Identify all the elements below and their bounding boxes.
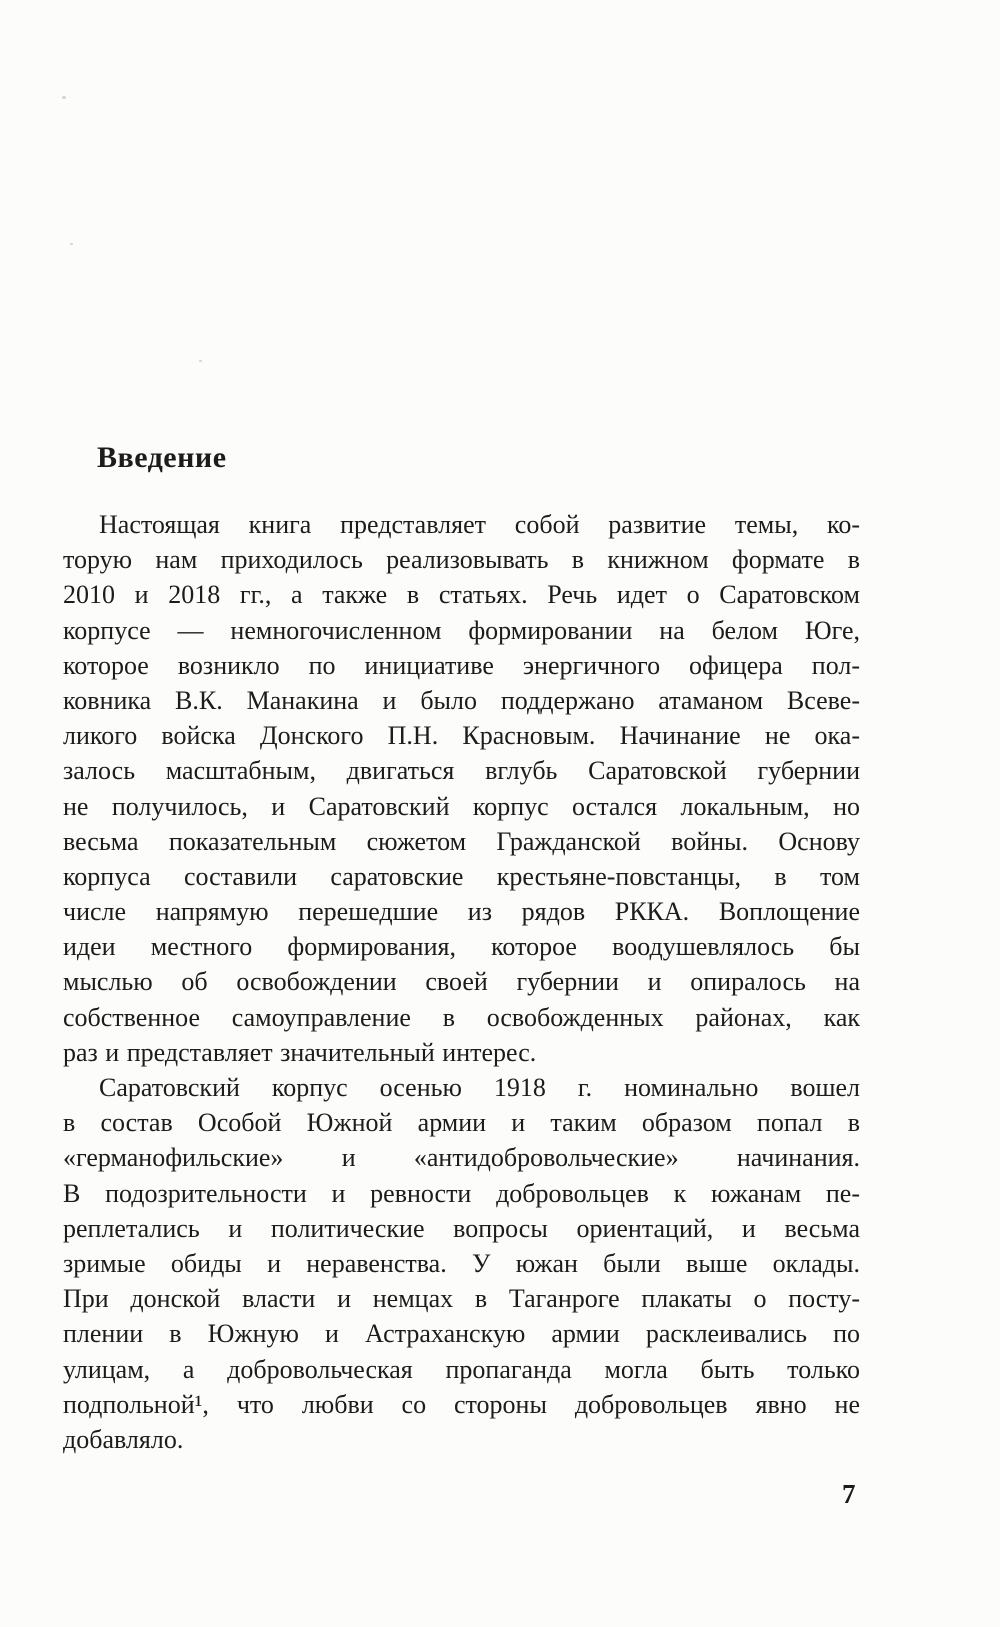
text-line: добавляло. xyxy=(63,1424,184,1454)
text-line: собственное самоуправление в освобожденных районах, как xyxy=(63,1002,860,1032)
text-line: числе напрямую перешедшие из рядов РККА. Воплощение xyxy=(63,897,860,927)
text-line: корпуса составили саратовские крестьяне-повстанцы, в том xyxy=(63,861,860,891)
text-line: корпусе — немногочисленном формировании на белом Юге, xyxy=(63,615,860,645)
text-line: улицам, а добровольческая пропаганда могла быть только xyxy=(63,1354,860,1384)
text-line: Настоящая книга представляет собой развитие темы, ко- xyxy=(99,510,860,539)
text-line: плении в Южную и Астраханскую армии расклеивались по xyxy=(63,1319,860,1349)
scan-speck xyxy=(62,96,66,99)
body-text xyxy=(63,507,860,1457)
text-line: ликого войска Донского П.Н. Красновым. Начинание не ока- xyxy=(63,721,860,751)
paragraph xyxy=(63,507,860,1070)
text-line: В подозрительности и ревности добровольцев к южанам пе- xyxy=(63,1178,860,1208)
text-line: которое возникло по инициативе энергичного офицера пол- xyxy=(63,650,860,680)
text-line: в состав Особой Южной армии и таким образом попал в xyxy=(63,1108,860,1138)
scan-speck xyxy=(199,360,202,362)
text-line: зримые обиды и неравенства. У южан были выше оклады. xyxy=(63,1248,860,1278)
chapter-heading: Введение xyxy=(97,441,227,474)
page-number: 7 xyxy=(842,1479,856,1509)
text-line: торую нам приходилось реализовывать в книжном формате в xyxy=(63,545,860,575)
text-line: ковника В.К. Манакина и было поддержано атаманом Всеве- xyxy=(63,685,860,715)
text-line: подпольной¹, что любви со стороны добровольцев явно не xyxy=(63,1389,860,1419)
text-line: весьма показательным сюжетом Гражданской войны. Основу xyxy=(63,826,860,856)
text-line: Саратовский корпус осенью 1918 г. номинально вошел xyxy=(99,1073,860,1102)
paragraph xyxy=(63,1070,860,1457)
text-line: раз и представляет значительный интерес. xyxy=(63,1037,537,1067)
text-line: 2010 и 2018 гг., а также в статьях. Речь идет о Саратовском xyxy=(63,580,860,610)
scan-speck xyxy=(70,243,73,245)
text-line: не получилось, и Саратовский корпус остался локальным, но xyxy=(63,791,860,821)
text-line: «германофильские» и «антидобровольческие» начинания. xyxy=(63,1143,860,1173)
text-line: идеи местного формирования, которое воодушевлялось бы xyxy=(63,932,860,962)
text-line: залось масштабным, двигаться вглубь Саратовской губернии xyxy=(63,756,860,786)
text-line: мыслью об освобождении своей губернии и опиралось на xyxy=(63,967,860,997)
text-line: реплетались и политические вопросы ориентаций, и весьма xyxy=(63,1213,860,1243)
text-line: При донской власти и немцах в Таганроге плакаты о посту- xyxy=(63,1284,860,1314)
